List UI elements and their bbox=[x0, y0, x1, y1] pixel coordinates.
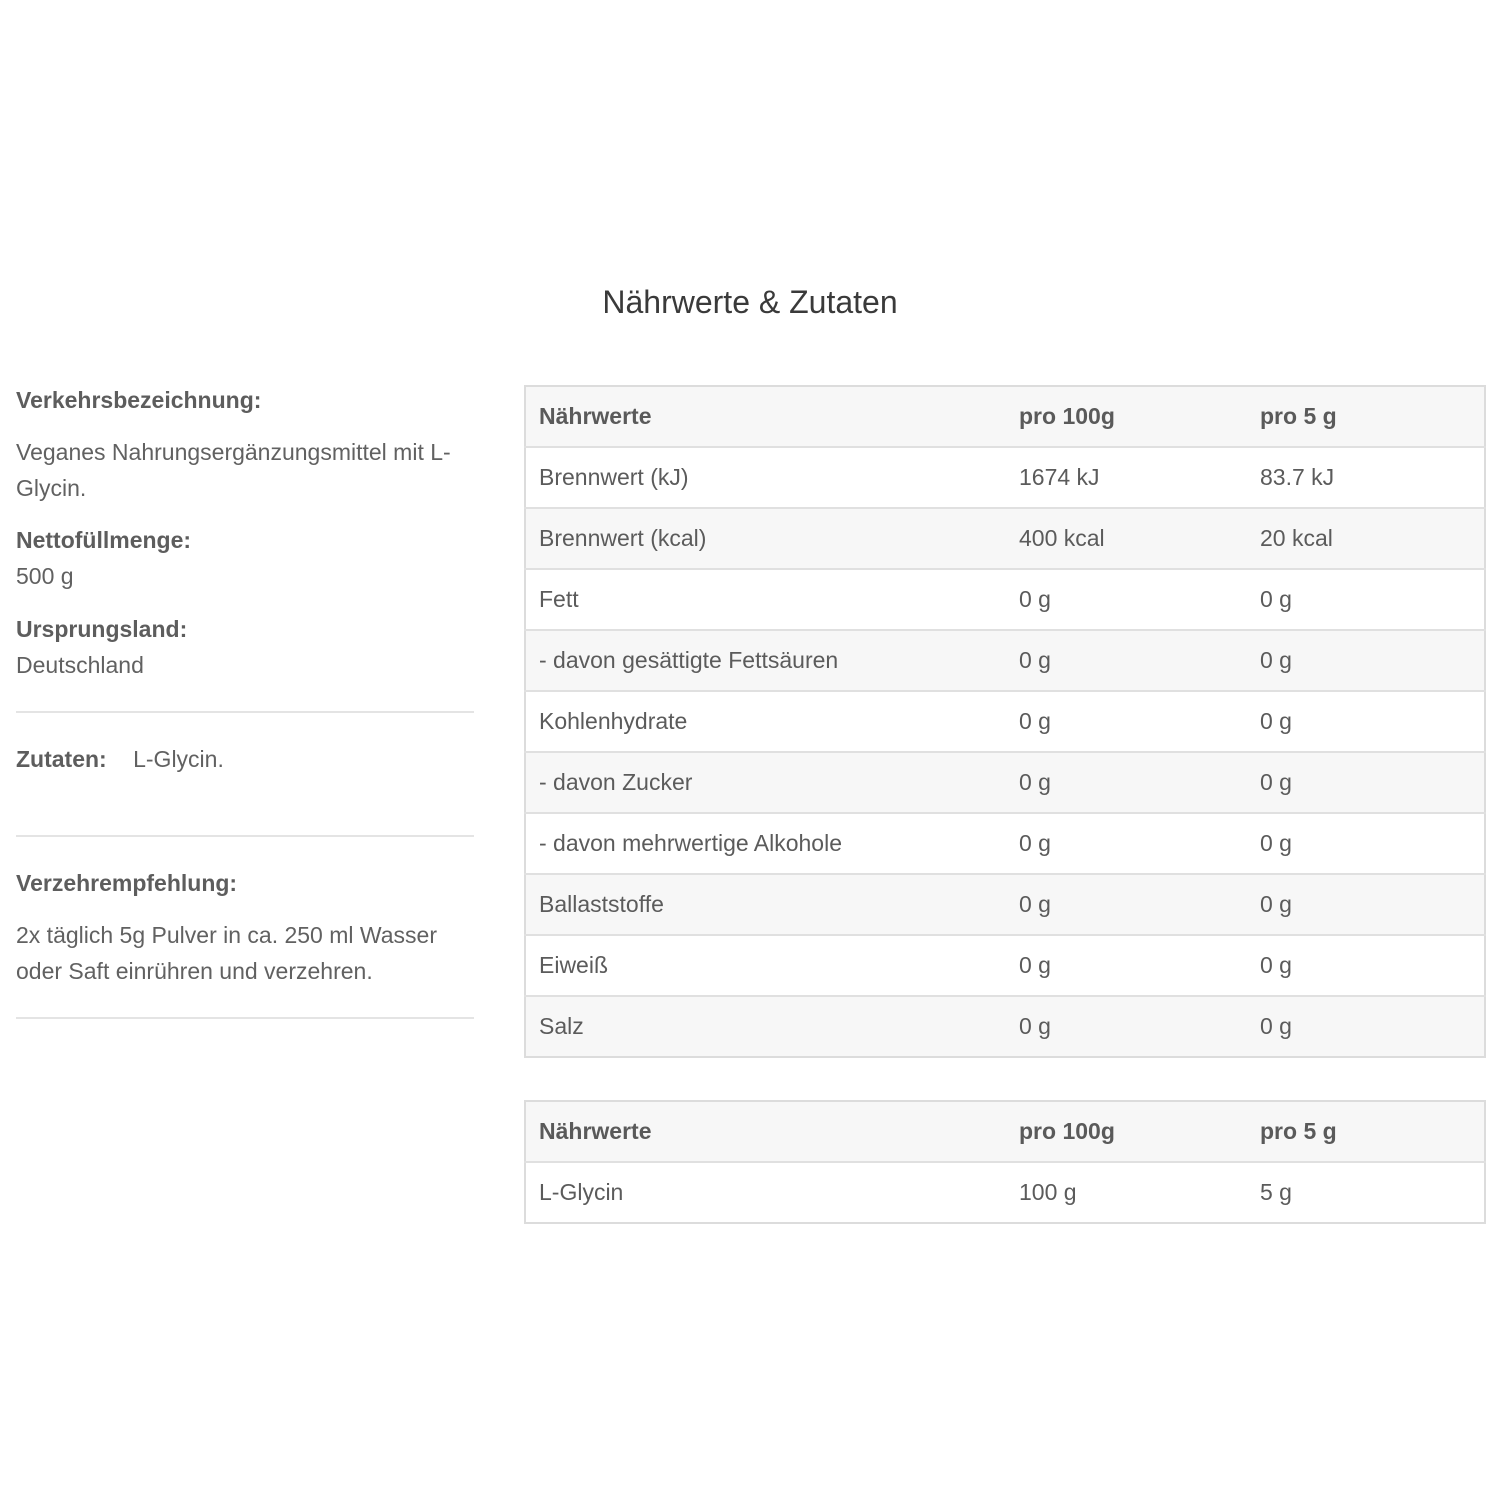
column-header: Nährwerte bbox=[539, 403, 652, 429]
nutrient-name: Ballaststoffe bbox=[525, 874, 1006, 935]
value-per-100g: 1674 kJ bbox=[1006, 447, 1247, 508]
zutaten-value: L-Glycin. bbox=[133, 746, 224, 772]
nettofuellmenge-value: 500 g bbox=[16, 563, 74, 589]
value-per-serving: 83.7 kJ bbox=[1247, 447, 1485, 508]
zutaten-row bbox=[16, 741, 474, 777]
nutrient-name: Eiweiß bbox=[525, 935, 1006, 996]
table-row bbox=[525, 752, 1485, 813]
value-per-serving: 0 g bbox=[1247, 752, 1485, 813]
value-per-100g: 0 g bbox=[1006, 874, 1247, 935]
table-row bbox=[525, 1162, 1485, 1223]
table-row bbox=[525, 996, 1485, 1057]
nutrient-name: Brennwert (kcal) bbox=[525, 508, 1006, 569]
value-per-serving: 0 g bbox=[1247, 691, 1485, 752]
nutrient-name: Brennwert (kJ) bbox=[525, 447, 1006, 508]
nutrient-name: Salz bbox=[525, 996, 1006, 1057]
value-per-serving: 0 g bbox=[1247, 996, 1485, 1057]
column-header: pro 5 g bbox=[1260, 1118, 1337, 1144]
nutrient-name: - davon gesättigte Fettsäuren bbox=[525, 630, 1006, 691]
value-per-100g: 0 g bbox=[1006, 996, 1247, 1057]
verkehrsbezeichnung-value: Veganes Nahrungsergänzungsmittel mit L-Glycin. bbox=[16, 439, 451, 501]
value-per-100g: 0 g bbox=[1006, 569, 1247, 630]
verkehrsbezeichnung-label: Verkehrsbezeichnung: bbox=[16, 387, 262, 413]
column-header: pro 5 g bbox=[1260, 403, 1337, 429]
value-per-100g: 0 g bbox=[1006, 752, 1247, 813]
aminosaeure-table bbox=[524, 1100, 1486, 1224]
verzehrempfehlung-label: Verzehrempfehlung: bbox=[16, 870, 238, 896]
value-per-100g: 100 g bbox=[1006, 1162, 1247, 1223]
column-header: pro 100g bbox=[1019, 403, 1115, 429]
nutrient-name: Kohlenhydrate bbox=[525, 691, 1006, 752]
value-per-serving: 0 g bbox=[1247, 874, 1485, 935]
column-header: pro 100g bbox=[1019, 1118, 1115, 1144]
nettofuellmenge-label: Nettofüllmenge: bbox=[16, 527, 192, 553]
nutrient-name: - davon Zucker bbox=[525, 752, 1006, 813]
product-info-column bbox=[16, 382, 474, 1019]
page-title: Nährwerte & Zutaten bbox=[602, 284, 898, 320]
verzehrempfehlung-value: 2x täglich 5g Pulver in ca. 250 ml Wasser oder Saft einrühren und verzehren. bbox=[16, 922, 437, 984]
value-per-100g: 400 kcal bbox=[1006, 508, 1247, 569]
table-row bbox=[525, 630, 1485, 691]
table-row bbox=[525, 874, 1485, 935]
nutrient-name: - davon mehrwertige Alkohole bbox=[525, 813, 1006, 874]
zutaten-label: Zutaten: bbox=[16, 746, 107, 772]
table-row bbox=[525, 569, 1485, 630]
nutrient-name: L-Glycin bbox=[525, 1162, 1006, 1223]
divider bbox=[16, 711, 474, 713]
value-per-serving: 0 g bbox=[1247, 569, 1485, 630]
value-per-serving: 0 g bbox=[1247, 630, 1485, 691]
divider bbox=[16, 835, 474, 837]
nutrient-name: Fett bbox=[525, 569, 1006, 630]
ursprungsland-value: Deutschland bbox=[16, 652, 144, 678]
table-row bbox=[525, 935, 1485, 996]
divider bbox=[16, 1017, 474, 1019]
value-per-serving: 0 g bbox=[1247, 813, 1485, 874]
value-per-serving: 20 kcal bbox=[1247, 508, 1485, 569]
table-header-row bbox=[525, 1101, 1485, 1162]
column-header: Nährwerte bbox=[539, 1118, 652, 1144]
value-per-100g: 0 g bbox=[1006, 935, 1247, 996]
ursprungsland-label: Ursprungsland: bbox=[16, 616, 188, 642]
value-per-serving: 5 g bbox=[1247, 1162, 1485, 1223]
table-row bbox=[525, 508, 1485, 569]
table-row bbox=[525, 447, 1485, 508]
table-header-row bbox=[525, 386, 1485, 447]
table-row bbox=[525, 813, 1485, 874]
value-per-100g: 0 g bbox=[1006, 691, 1247, 752]
value-per-100g: 0 g bbox=[1006, 630, 1247, 691]
table-row bbox=[525, 691, 1485, 752]
naehrwerte-table bbox=[524, 385, 1486, 1058]
value-per-serving: 0 g bbox=[1247, 935, 1485, 996]
value-per-100g: 0 g bbox=[1006, 813, 1247, 874]
